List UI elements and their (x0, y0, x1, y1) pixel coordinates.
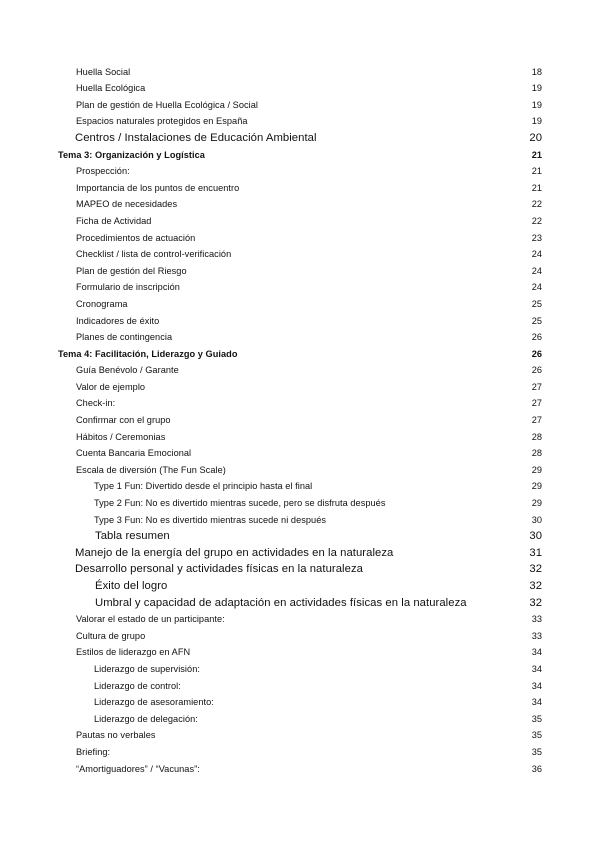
toc-subentry[interactable] (0, 676, 600, 693)
toc-subentry[interactable] (0, 593, 600, 610)
toc-subentry[interactable] (0, 659, 600, 676)
toc-entry-page: 32 (529, 596, 542, 609)
toc-entry[interactable] (0, 460, 600, 477)
toc-entry-title: Éxito del logro (95, 580, 168, 592)
toc-entry-page: 25 (531, 315, 542, 326)
toc-entry[interactable] (0, 261, 600, 278)
toc-entry-page: 36 (531, 763, 542, 774)
toc-entry-title: MAPEO de necesidades (76, 199, 178, 210)
toc-entry-page: 29 (531, 498, 542, 509)
toc-entry-page: 24 (531, 282, 542, 293)
toc-entry-page: 33 (531, 614, 542, 625)
toc-entry[interactable] (0, 560, 600, 577)
toc-subentry[interactable] (0, 576, 600, 593)
toc-entry-page: 27 (531, 381, 542, 392)
toc-subentry[interactable] (0, 493, 600, 510)
toc-entry-title: Formulario de inscripción (76, 282, 180, 293)
toc-entry-title: Espacios naturales protegidos en España (76, 116, 248, 127)
toc-entry-title: Prospección: (76, 166, 130, 177)
toc-entry-title: Liderazgo de asesoramiento: (94, 697, 214, 708)
toc-entry-page: 20 (529, 131, 542, 144)
toc-chapter-title: Tema 4: Facilitación, Liderazgo y Guiado (58, 348, 238, 359)
toc-entry-page: 26 (531, 332, 542, 343)
toc-entry-page: 21 (531, 149, 542, 160)
toc-entry[interactable] (0, 361, 600, 378)
toc-entry-page: 23 (531, 232, 542, 243)
toc-entry[interactable] (0, 394, 600, 411)
toc-entry[interactable] (0, 427, 600, 444)
toc-entry-page: 29 (531, 464, 542, 475)
toc-entry-title: Desarrollo personal y actividades físicas en la naturaleza (75, 563, 363, 576)
toc-entry-title: Procedimientos de actuación (76, 232, 196, 243)
toc-entry-title: Guía Benévolo / Garante (76, 365, 179, 376)
toc-chapter-title: Tema 3: Organización y Logística (58, 149, 205, 160)
toc-entry-title: Briefing: (76, 746, 111, 757)
toc-subentry[interactable] (0, 527, 600, 544)
toc-entry-page: 19 (531, 116, 542, 127)
toc-entry[interactable] (0, 62, 600, 79)
toc-entry-page: 27 (531, 398, 542, 409)
toc-entry-title: Liderazgo de delegación: (94, 713, 198, 724)
toc-entry-page: 31 (529, 546, 542, 559)
toc-subentry[interactable] (0, 510, 600, 527)
toc-entry-title: Centros / Instalaciones de Educación Ambiental (75, 131, 317, 144)
toc-entry-title: Ficha de Actividad (76, 215, 152, 226)
toc-entry-page: 28 (531, 448, 542, 459)
toc-entry-page: 22 (531, 199, 542, 210)
toc-entry-page: 32 (529, 563, 542, 576)
toc-entry-title: Escala de diversión (The Fun Scale) (76, 464, 226, 475)
toc-entry-page: 22 (531, 215, 542, 226)
toc-entry[interactable] (0, 377, 600, 394)
toc-entry-title: Hábitos / Ceremonias (76, 431, 166, 442)
toc-entry[interactable] (0, 95, 600, 112)
toc-entry[interactable] (0, 211, 600, 228)
toc-entry-title: Planes de contingencia (76, 332, 173, 343)
toc-entry-page: 24 (531, 265, 542, 276)
toc-entry-page: 35 (531, 730, 542, 741)
table-of-contents (0, 62, 600, 776)
toc-subentry[interactable] (0, 477, 600, 494)
toc-entry-page: 26 (531, 365, 542, 376)
toc-subentry[interactable] (0, 693, 600, 710)
toc-entry[interactable] (0, 162, 600, 179)
toc-entry-title: Cultura de grupo (76, 630, 146, 641)
toc-entry-page: 19 (531, 99, 542, 110)
toc-entry-page: 28 (531, 431, 542, 442)
toc-entry[interactable] (0, 742, 600, 759)
toc-entry-page: 34 (531, 680, 542, 691)
toc-entry-title: Valorar el estado de un participante: (76, 614, 225, 625)
toc-entry-page: 24 (531, 249, 542, 260)
toc-entry-title: Checklist / lista de control-verificación (76, 249, 232, 260)
toc-entry-title: Cronograma (76, 298, 128, 309)
toc-entry[interactable] (0, 79, 600, 96)
toc-entry-title: Valor de ejemplo (76, 381, 146, 392)
toc-entry[interactable] (0, 311, 600, 328)
toc-entry-title: Type 1 Fun: Divertido desde el principio hasta el final (94, 481, 313, 492)
toc-entry-page: 34 (531, 647, 542, 658)
toc-entry-title: Cuenta Bancaria Emocional (76, 448, 192, 459)
toc-entry[interactable] (0, 128, 600, 145)
toc-entry-title: Umbral y capacidad de adaptación en actividades físicas en la naturaleza (95, 596, 467, 609)
toc-entry-title: Confirmar con el grupo (76, 415, 171, 426)
toc-entry-title: Importancia de los puntos de encuentro (76, 182, 240, 193)
toc-entry[interactable] (0, 112, 600, 129)
toc-entry-page: 32 (529, 580, 542, 592)
toc-entry[interactable] (0, 228, 600, 245)
toc-entry-title: Pautas no verbales (76, 730, 156, 741)
toc-entry[interactable] (0, 726, 600, 743)
toc-entry-title: Huella Ecológica (76, 83, 146, 94)
toc-entry-title: Tabla resumen (95, 530, 170, 543)
toc-entry-title: Estilos de liderazgo en AFN (76, 647, 191, 658)
toc-entry[interactable] (0, 245, 600, 262)
toc-entry[interactable] (0, 278, 600, 295)
toc-entry-page: 21 (531, 166, 542, 177)
toc-entry[interactable] (0, 626, 600, 643)
toc-entry-title: Plan de gestión del Riesgo (76, 265, 187, 276)
toc-entry-page: 35 (531, 713, 542, 724)
toc-entry[interactable] (0, 178, 600, 195)
toc-entry[interactable] (0, 610, 600, 627)
toc-entry-title: Type 3 Fun: No es divertido mientras sucede ni después (94, 514, 327, 525)
toc-entry-title: Liderazgo de control: (94, 680, 181, 691)
toc-entry-page: 30 (531, 514, 542, 525)
toc-entry-page: 27 (531, 415, 542, 426)
toc-chapter-entry[interactable] (0, 145, 600, 162)
toc-entry-title: Plan de gestión de Huella Ecológica / Social (76, 99, 258, 110)
toc-entry-title: Huella Social (76, 66, 131, 77)
toc-entry-title: Manejo de la energía del grupo en actividades en la naturaleza (75, 546, 394, 559)
toc-entry-page: 34 (531, 663, 542, 674)
toc-entry-page: 33 (531, 630, 542, 641)
toc-entry-page: 25 (531, 298, 542, 309)
toc-entry-title: Liderazgo de supervisión: (94, 663, 200, 674)
toc-entry-title: “Amortiguadores” / “Vacunas”: (76, 763, 200, 774)
toc-entry-page: 18 (531, 66, 542, 77)
toc-entry-page: 35 (531, 746, 542, 757)
toc-subentry[interactable] (0, 709, 600, 726)
toc-entry[interactable] (0, 294, 600, 311)
toc-entry[interactable] (0, 444, 600, 461)
toc-entry[interactable] (0, 195, 600, 212)
toc-entry-page: 26 (531, 348, 542, 359)
toc-entry-page: 21 (531, 182, 542, 193)
toc-entry-page: 19 (531, 83, 542, 94)
toc-entry-title: Check-in: (76, 398, 116, 409)
toc-entry[interactable] (0, 759, 600, 776)
toc-entry[interactable] (0, 410, 600, 427)
toc-entry-title: Type 2 Fun: No es divertido mientras sucede, pero se disfruta después (94, 498, 386, 509)
toc-entry-page: 29 (531, 481, 542, 492)
toc-entry[interactable] (0, 543, 600, 560)
toc-entry-title: Indicadores de éxito (76, 315, 160, 326)
toc-entry-page: 34 (531, 697, 542, 708)
toc-entry[interactable] (0, 328, 600, 345)
toc-entry-page: 30 (529, 530, 542, 543)
toc-entry[interactable] (0, 643, 600, 660)
toc-chapter-entry[interactable] (0, 344, 600, 361)
